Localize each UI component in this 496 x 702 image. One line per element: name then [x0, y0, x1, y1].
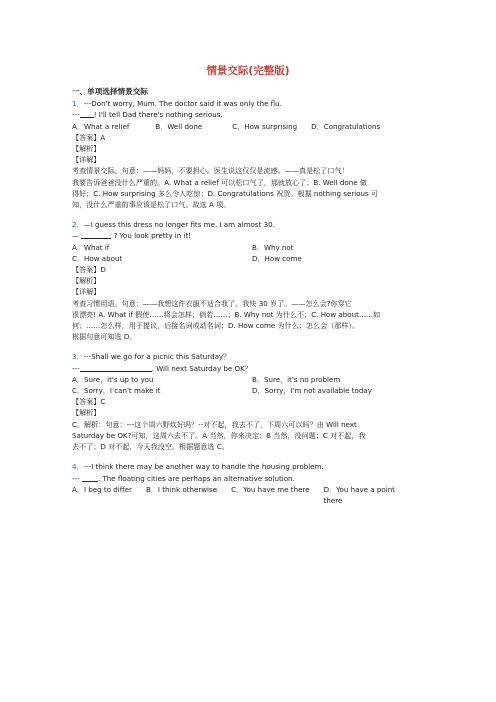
- document-title: 情景交际(完整版): [206, 65, 290, 77]
- answer-blank: [82, 473, 98, 482]
- question-4: [72, 461, 420, 506]
- explanation-line: 考查情景交际。句意：——妈妈，不要担心。医生说这仅仅是流感。——真是松了口气！: [72, 166, 349, 176]
- option-d: D．Congratulations: [311, 121, 381, 131]
- question-number: 4．: [72, 462, 84, 472]
- question-2: [72, 219, 420, 342]
- option-a: A．I beg to differ: [72, 484, 132, 494]
- question-blank-line: --- ! I'll tell Dad there's nothing serious.: [72, 110, 223, 120]
- question-3: [72, 351, 420, 452]
- analysis-label: 【解析】: [72, 276, 101, 286]
- options-grid: [72, 242, 420, 264]
- options-row: [72, 121, 420, 132]
- document-body: [72, 86, 420, 506]
- analysis-label: 【解析】: [72, 144, 101, 154]
- explanation-line: 我要告诉爸爸没什么严重的。A. What a relief 可以松口气了，那就放心了；B. Well done 做: [72, 177, 367, 187]
- option-c: C．How about: [72, 253, 123, 263]
- question-stem: 4．---I think there may be another way to handle the housing problem.: [72, 462, 324, 472]
- question-number: 1．: [72, 99, 84, 109]
- answer-line: 【答案】C: [72, 397, 106, 407]
- option-b: B．Sure，it's no problem: [252, 374, 341, 384]
- question-stem: 3．---Shall we go for a picnic this Saturday？: [72, 352, 231, 362]
- question-blank-line: --- . Will next Saturday be OK？: [72, 363, 252, 373]
- question-blank-line: — ? You look pretty in it!: [72, 231, 192, 241]
- detail-label: 【详解】: [72, 287, 101, 297]
- answer-blank: [80, 363, 152, 372]
- explanation-line: C。解析：句意：---这个周六野炊好吗？--对不起，我去不了，下周六可以吗？由 Will next: [72, 419, 357, 429]
- answer-blank: [81, 230, 111, 239]
- answer-line: 【答案】A: [72, 132, 106, 142]
- options-row: [72, 484, 420, 506]
- question-stem: 2．—I guess this dress no longer fits me. I am almost 30.: [72, 220, 275, 230]
- option-a: A．What if: [72, 242, 110, 252]
- explanation-line: 知，没什么严重的事应该是松了口气。故选 A 项。: [72, 200, 231, 210]
- explanation-line: 考查习惯用语。句意：——我想这件衣服不适合我了。我快 30 岁了。——怎么会?你穿它: [72, 298, 352, 308]
- option-c: C．Sorry，I can't make it: [72, 386, 161, 396]
- option-b: B．I think otherwise: [145, 484, 218, 494]
- explanation-line: 得好；C. How surprising 多么令人吃惊；D. Congratulations 祝贺。根据 nothing serious 可: [72, 188, 379, 198]
- option-d: D．You have a point there: [323, 484, 395, 505]
- option-a: A．Sure，it's up to you: [72, 374, 154, 384]
- question-blank-line: --- . The floating cities are perhaps an alternative solution.: [72, 473, 295, 483]
- options-grid: [72, 374, 420, 396]
- explanation-line: Saturday be OK?可知，这周六去不了。A 当然，你来决定；B 当然，没问题；C 对不起，我: [72, 430, 366, 440]
- option-d: D．Sorry，I'm not available today: [252, 386, 372, 396]
- explanation-line: 何；……怎么样，用于提议，后接名词或动名词；D. How come 为什么；怎么会（那样）。: [72, 321, 360, 331]
- option-a: A．What a relief: [72, 121, 130, 131]
- option-b: B．Well done: [155, 121, 203, 131]
- explanation-line: 很漂亮! A. What if 假使……将会怎样；倘若……；B. Why not 为什么不；C. How about……如: [72, 309, 381, 319]
- question-number: 2．: [72, 220, 84, 230]
- section-heading: 一、单项选择情景交际: [72, 87, 148, 96]
- question-number: 3．: [72, 352, 84, 362]
- explanation-line: 去不了；D 对不起，今天我没空。根据题意选 C。: [72, 442, 229, 452]
- option-c: C．How surprising: [232, 121, 298, 131]
- explanation-line: 根据句意可知选 D。: [72, 332, 137, 342]
- option-d: D．How come: [252, 253, 302, 263]
- answer-line: 【答案】D: [72, 265, 106, 275]
- option-c: C．You have me there: [231, 484, 310, 494]
- detail-label: 【详解】: [72, 155, 101, 165]
- question-stem: 1．---Don't worry, Mum. The doctor said it was only the flu.: [72, 99, 282, 109]
- analysis-label: 【解析】: [72, 408, 101, 418]
- option-b: B．Why not: [252, 242, 294, 252]
- answer-blank: [80, 109, 94, 118]
- question-1: [72, 98, 420, 210]
